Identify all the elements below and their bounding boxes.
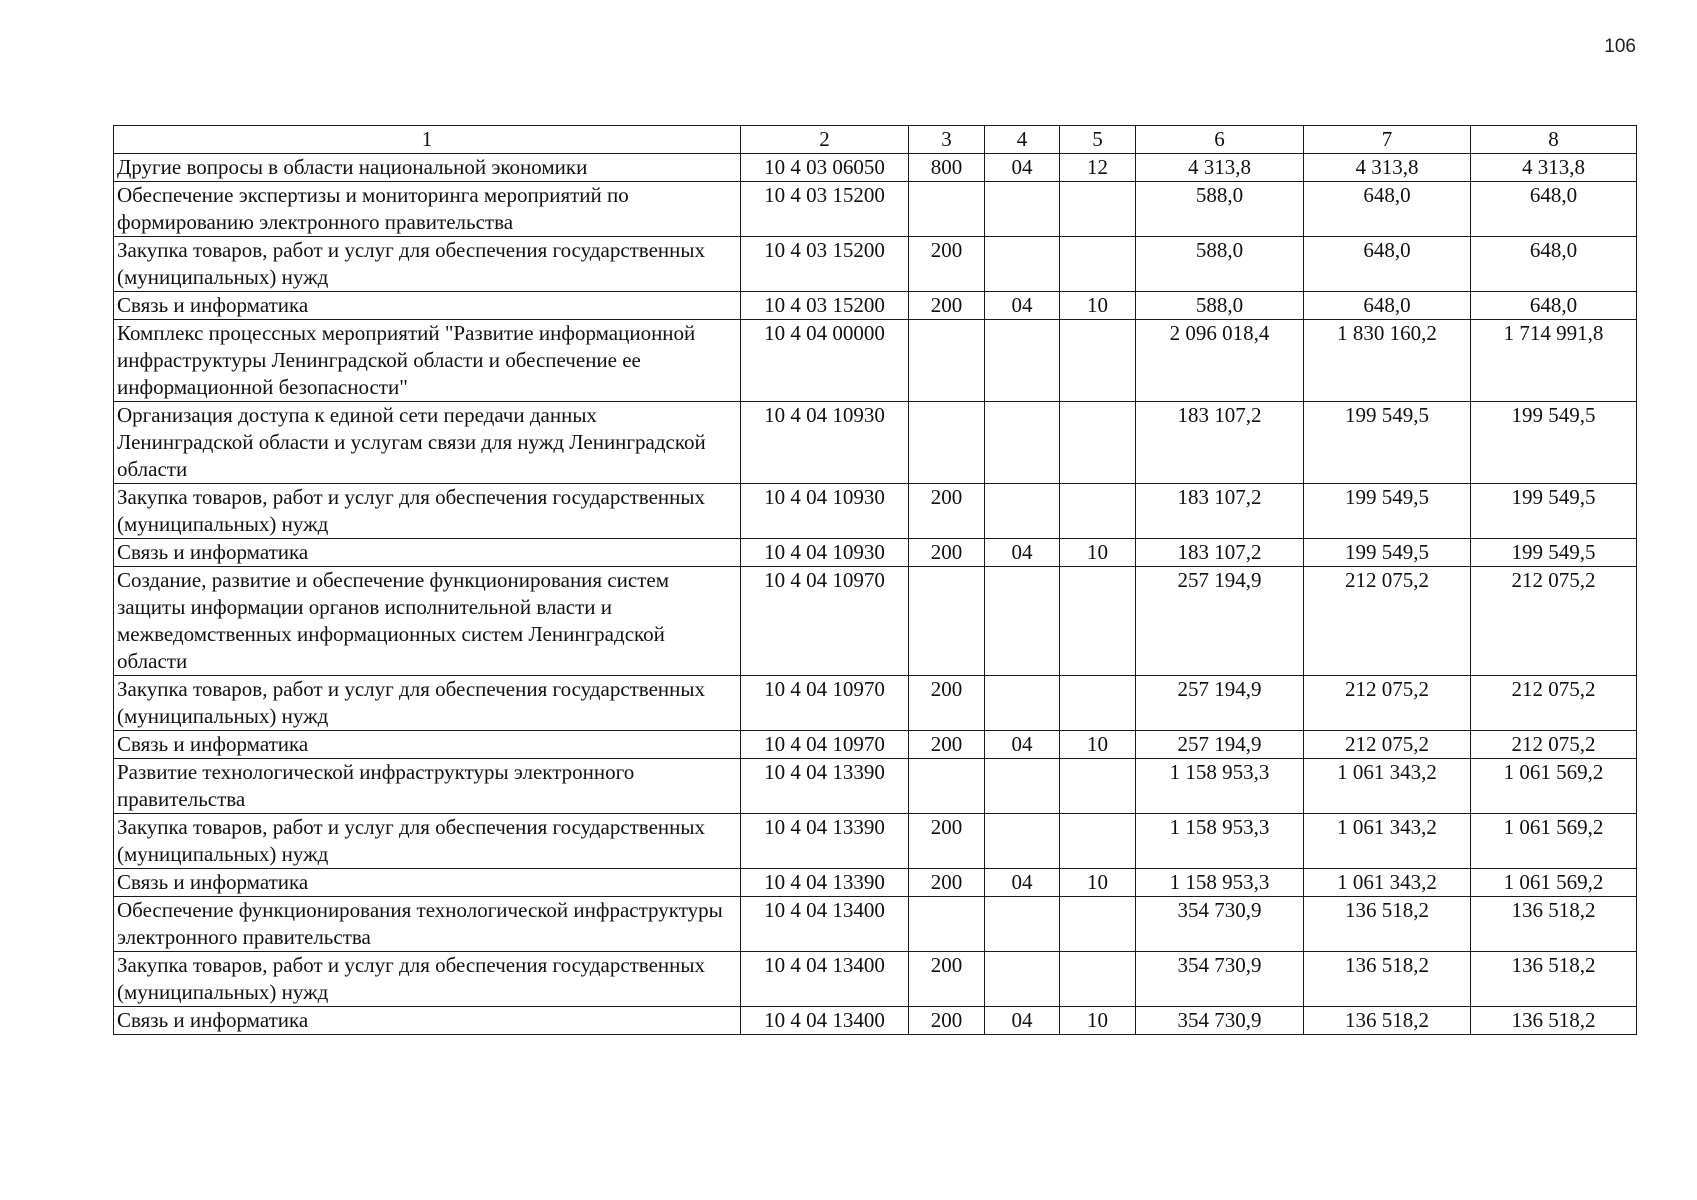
amount-col8-cell: 199 549,5	[1471, 539, 1637, 567]
target-code-cell: 10 4 03 15200	[741, 237, 909, 292]
subsection-cell: 10	[1060, 869, 1136, 897]
table-row	[114, 402, 1637, 484]
row-name-cell: Обеспечение экспертизы и мониторинга мероприятий по формированию электронного правительства	[114, 182, 741, 237]
table-row	[114, 676, 1637, 731]
column-header: 1	[114, 126, 741, 154]
column-header: 3	[909, 126, 985, 154]
amount-col6-cell: 354 730,9	[1136, 1007, 1304, 1035]
target-code-cell: 10 4 04 10970	[741, 731, 909, 759]
table-body	[114, 154, 1637, 1035]
amount-col7-cell: 136 518,2	[1304, 897, 1471, 952]
subsection-cell	[1060, 814, 1136, 869]
expense-type-cell: 800	[909, 154, 985, 182]
expense-type-cell: 200	[909, 952, 985, 1007]
expense-type-cell	[909, 402, 985, 484]
column-header: 4	[985, 126, 1060, 154]
amount-col8-cell: 648,0	[1471, 292, 1637, 320]
amount-col7-cell: 1 061 343,2	[1304, 869, 1471, 897]
amount-col8-cell: 212 075,2	[1471, 567, 1637, 676]
target-code-cell: 10 4 03 06050	[741, 154, 909, 182]
target-code-cell: 10 4 04 00000	[741, 320, 909, 402]
subsection-cell	[1060, 897, 1136, 952]
table-row	[114, 484, 1637, 539]
table-row	[114, 759, 1637, 814]
amount-col6-cell: 588,0	[1136, 292, 1304, 320]
subsection-cell	[1060, 759, 1136, 814]
column-header: 8	[1471, 126, 1637, 154]
amount-col8-cell: 1 061 569,2	[1471, 814, 1637, 869]
amount-col7-cell: 4 313,8	[1304, 154, 1471, 182]
row-name-cell: Закупка товаров, работ и услуг для обеспечения государственных (муниципальных) нужд	[114, 952, 741, 1007]
table-row	[114, 182, 1637, 237]
table-header	[114, 126, 1637, 154]
section-cell	[985, 814, 1060, 869]
section-cell: 04	[985, 869, 1060, 897]
amount-col6-cell: 354 730,9	[1136, 952, 1304, 1007]
table-row	[114, 869, 1637, 897]
section-cell	[985, 320, 1060, 402]
target-code-cell: 10 4 04 10970	[741, 676, 909, 731]
row-name-cell: Связь и информатика	[114, 1007, 741, 1035]
expense-type-cell: 200	[909, 484, 985, 539]
amount-col6-cell: 588,0	[1136, 182, 1304, 237]
amount-col6-cell: 2 096 018,4	[1136, 320, 1304, 402]
target-code-cell: 10 4 04 13400	[741, 897, 909, 952]
target-code-cell: 10 4 04 13390	[741, 759, 909, 814]
amount-col8-cell: 4 313,8	[1471, 154, 1637, 182]
amount-col7-cell: 648,0	[1304, 292, 1471, 320]
target-code-cell: 10 4 04 10970	[741, 567, 909, 676]
target-code-cell: 10 4 04 10930	[741, 402, 909, 484]
amount-col6-cell: 183 107,2	[1136, 539, 1304, 567]
expense-type-cell: 200	[909, 237, 985, 292]
row-name-cell: Комплекс процессных мероприятий "Развитие информационной инфраструктуры Ленинградской области и обеспечение ее информационной безопасности"	[114, 320, 741, 402]
expense-type-cell	[909, 897, 985, 952]
column-header: 6	[1136, 126, 1304, 154]
section-cell	[985, 897, 1060, 952]
amount-col6-cell: 257 194,9	[1136, 676, 1304, 731]
expense-type-cell: 200	[909, 1007, 985, 1035]
section-cell	[985, 402, 1060, 484]
amount-col8-cell: 1 714 991,8	[1471, 320, 1637, 402]
amount-col8-cell: 136 518,2	[1471, 897, 1637, 952]
amount-col7-cell: 648,0	[1304, 182, 1471, 237]
row-name-cell: Связь и информатика	[114, 292, 741, 320]
row-name-cell: Закупка товаров, работ и услуг для обеспечения государственных (муниципальных) нужд	[114, 484, 741, 539]
amount-col6-cell: 4 313,8	[1136, 154, 1304, 182]
expense-type-cell: 200	[909, 539, 985, 567]
table-row	[114, 1007, 1637, 1035]
subsection-cell: 10	[1060, 292, 1136, 320]
target-code-cell: 10 4 03 15200	[741, 182, 909, 237]
page-number: 106	[1604, 36, 1636, 57]
section-cell: 04	[985, 154, 1060, 182]
expense-type-cell: 200	[909, 731, 985, 759]
section-cell: 04	[985, 1007, 1060, 1035]
section-cell: 04	[985, 731, 1060, 759]
expense-type-cell	[909, 182, 985, 237]
amount-col8-cell: 212 075,2	[1471, 676, 1637, 731]
row-name-cell: Связь и информатика	[114, 869, 741, 897]
target-code-cell: 10 4 04 10930	[741, 539, 909, 567]
expense-type-cell: 200	[909, 814, 985, 869]
row-name-cell: Другие вопросы в области национальной экономики	[114, 154, 741, 182]
expense-type-cell: 200	[909, 676, 985, 731]
amount-col6-cell: 1 158 953,3	[1136, 869, 1304, 897]
section-cell: 04	[985, 292, 1060, 320]
amount-col6-cell: 1 158 953,3	[1136, 814, 1304, 869]
expense-type-cell	[909, 759, 985, 814]
expense-type-cell: 200	[909, 292, 985, 320]
amount-col8-cell: 199 549,5	[1471, 484, 1637, 539]
section-cell	[985, 237, 1060, 292]
row-name-cell: Организация доступа к единой сети передачи данных Ленинградской области и услугам связи для нужд Ленинградской области	[114, 402, 741, 484]
subsection-cell	[1060, 567, 1136, 676]
target-code-cell: 10 4 04 10930	[741, 484, 909, 539]
row-name-cell: Создание, развитие и обеспечение функционирования систем защиты информации органов исполнительной власти и межведомственных информационных систем Ленинградской области	[114, 567, 741, 676]
amount-col7-cell: 199 549,5	[1304, 484, 1471, 539]
row-name-cell: Развитие технологической инфраструктуры электронного правительства	[114, 759, 741, 814]
amount-col6-cell: 588,0	[1136, 237, 1304, 292]
amount-col7-cell: 136 518,2	[1304, 952, 1471, 1007]
table-row	[114, 814, 1637, 869]
expense-type-cell	[909, 567, 985, 676]
amount-col8-cell: 1 061 569,2	[1471, 869, 1637, 897]
amount-col6-cell: 354 730,9	[1136, 897, 1304, 952]
row-name-cell: Закупка товаров, работ и услуг для обеспечения государственных (муниципальных) нужд	[114, 676, 741, 731]
target-code-cell: 10 4 03 15200	[741, 292, 909, 320]
section-cell	[985, 952, 1060, 1007]
target-code-cell: 10 4 04 13390	[741, 869, 909, 897]
row-name-cell: Связь и информатика	[114, 731, 741, 759]
section-cell	[985, 182, 1060, 237]
table-row	[114, 320, 1637, 402]
target-code-cell: 10 4 04 13390	[741, 814, 909, 869]
section-cell	[985, 759, 1060, 814]
table-row	[114, 952, 1637, 1007]
amount-col7-cell: 648,0	[1304, 237, 1471, 292]
amount-col7-cell: 212 075,2	[1304, 676, 1471, 731]
amount-col6-cell: 183 107,2	[1136, 402, 1304, 484]
section-cell: 04	[985, 539, 1060, 567]
amount-col6-cell: 1 158 953,3	[1136, 759, 1304, 814]
subsection-cell	[1060, 182, 1136, 237]
subsection-cell	[1060, 952, 1136, 1007]
table-row	[114, 237, 1637, 292]
amount-col8-cell: 136 518,2	[1471, 1007, 1637, 1035]
amount-col7-cell: 136 518,2	[1304, 1007, 1471, 1035]
amount-col8-cell: 648,0	[1471, 182, 1637, 237]
subsection-cell	[1060, 237, 1136, 292]
amount-col7-cell: 1 061 343,2	[1304, 759, 1471, 814]
expense-type-cell	[909, 320, 985, 402]
row-name-cell: Обеспечение функционирования технологической инфраструктуры электронного правительства	[114, 897, 741, 952]
section-cell	[985, 567, 1060, 676]
subsection-cell: 10	[1060, 1007, 1136, 1035]
subsection-cell: 10	[1060, 731, 1136, 759]
column-header: 7	[1304, 126, 1471, 154]
row-name-cell: Закупка товаров, работ и услуг для обеспечения государственных (муниципальных) нужд	[114, 814, 741, 869]
amount-col6-cell: 257 194,9	[1136, 567, 1304, 676]
subsection-cell	[1060, 402, 1136, 484]
row-name-cell: Связь и информатика	[114, 539, 741, 567]
subsection-cell: 12	[1060, 154, 1136, 182]
amount-col8-cell: 199 549,5	[1471, 402, 1637, 484]
column-header: 2	[741, 126, 909, 154]
amount-col7-cell: 199 549,5	[1304, 539, 1471, 567]
row-name-cell: Закупка товаров, работ и услуг для обеспечения государственных (муниципальных) нужд	[114, 237, 741, 292]
amount-col6-cell: 183 107,2	[1136, 484, 1304, 539]
table-row	[114, 154, 1637, 182]
budget-table	[113, 125, 1637, 1035]
amount-col8-cell: 648,0	[1471, 237, 1637, 292]
amount-col7-cell: 199 549,5	[1304, 402, 1471, 484]
column-header: 5	[1060, 126, 1136, 154]
amount-col8-cell: 136 518,2	[1471, 952, 1637, 1007]
amount-col7-cell: 212 075,2	[1304, 731, 1471, 759]
amount-col7-cell: 212 075,2	[1304, 567, 1471, 676]
table-row	[114, 897, 1637, 952]
header-row	[114, 126, 1637, 154]
table-row	[114, 731, 1637, 759]
subsection-cell	[1060, 676, 1136, 731]
amount-col7-cell: 1 830 160,2	[1304, 320, 1471, 402]
amount-col6-cell: 257 194,9	[1136, 731, 1304, 759]
subsection-cell	[1060, 484, 1136, 539]
target-code-cell: 10 4 04 13400	[741, 1007, 909, 1035]
target-code-cell: 10 4 04 13400	[741, 952, 909, 1007]
table-row	[114, 567, 1637, 676]
subsection-cell: 10	[1060, 539, 1136, 567]
table-row	[114, 539, 1637, 567]
table-row	[114, 292, 1637, 320]
amount-col8-cell: 1 061 569,2	[1471, 759, 1637, 814]
section-cell	[985, 484, 1060, 539]
expense-type-cell: 200	[909, 869, 985, 897]
amount-col8-cell: 212 075,2	[1471, 731, 1637, 759]
amount-col7-cell: 1 061 343,2	[1304, 814, 1471, 869]
section-cell	[985, 676, 1060, 731]
subsection-cell	[1060, 320, 1136, 402]
